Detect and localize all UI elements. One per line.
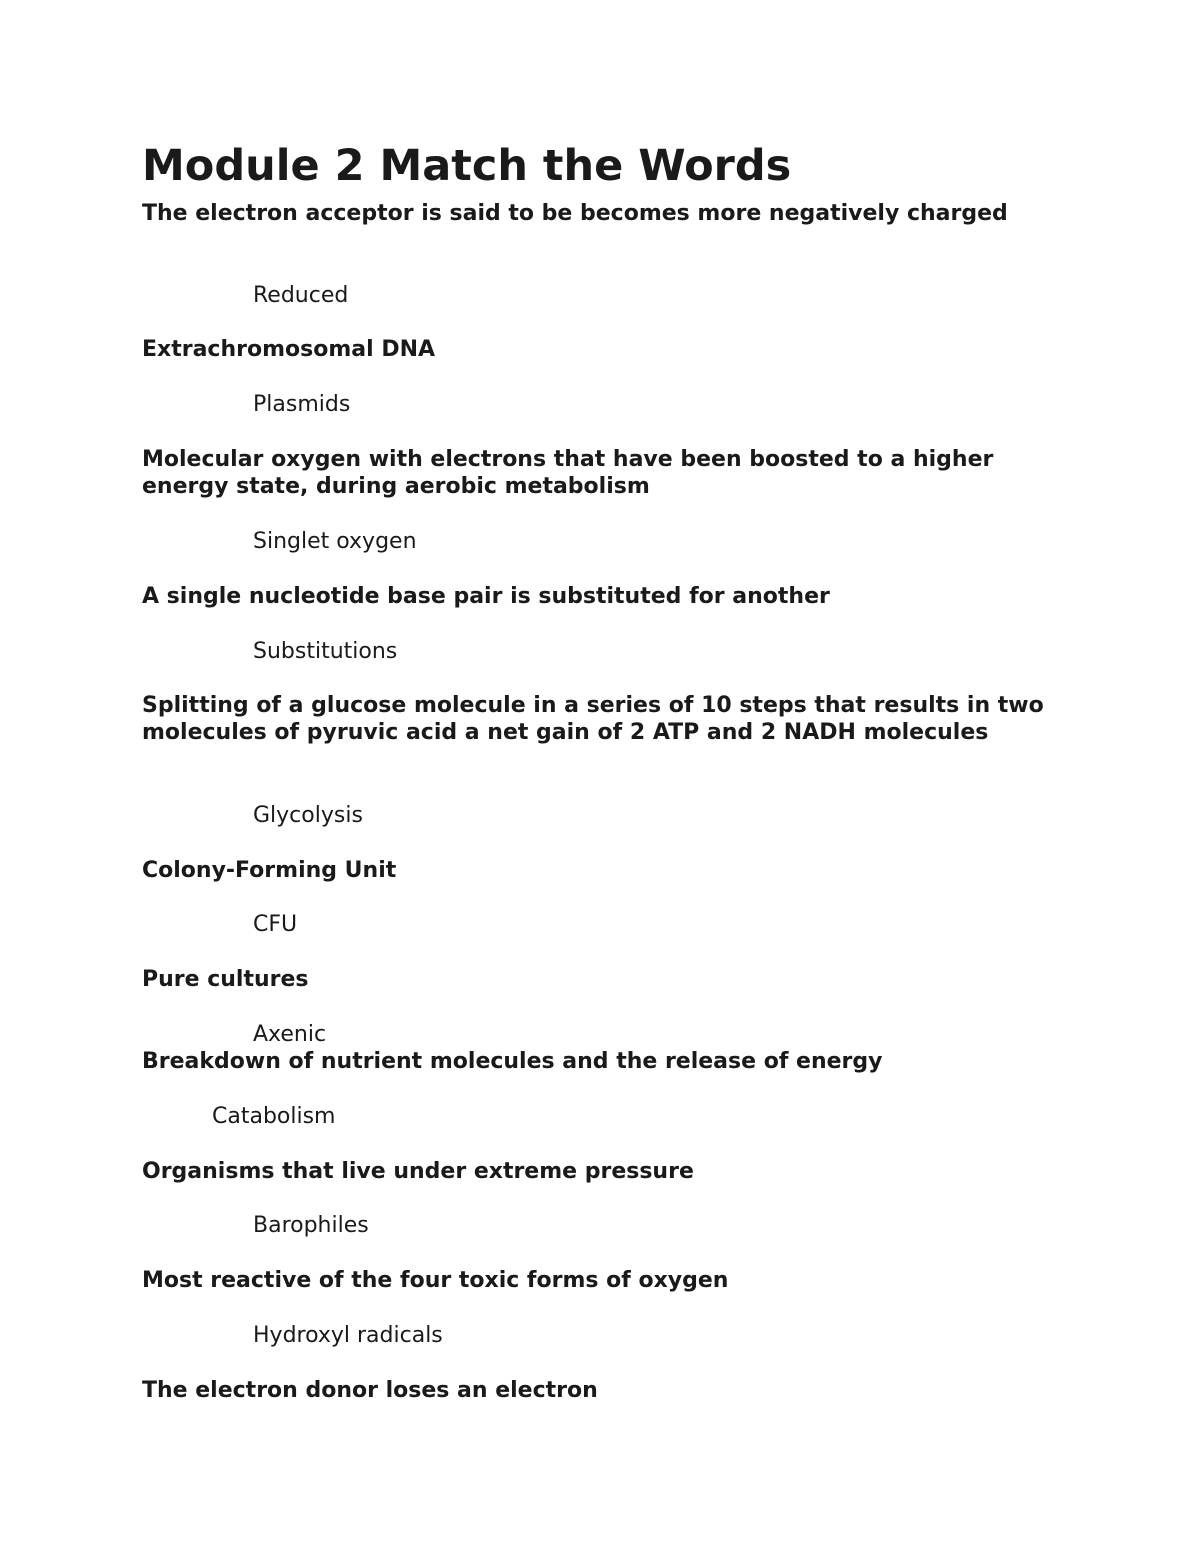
term-7: Pure cultures xyxy=(142,967,309,992)
term-9: Organisms that live under extreme pressure xyxy=(142,1159,694,1184)
term-5: Splitting of a glucose molecule in a series of 10 steps that results in two molecules of pyruvic acid a net gain of 2 ATP and 2 NADH molecules xyxy=(142,693,1044,745)
answer-5: Glycolysis xyxy=(253,803,363,828)
answer-7: Axenic xyxy=(253,1022,327,1047)
answer-6: CFU xyxy=(253,912,298,937)
term-10: Most reactive of the four toxic forms of oxygen xyxy=(142,1268,729,1293)
term-1: The electron acceptor is said to be becomes more negatively charged xyxy=(142,201,1008,226)
term-6: Colony-Forming Unit xyxy=(142,858,397,883)
page-title: Module 2 Match the Words xyxy=(142,141,792,191)
term-11: The electron donor loses an electron xyxy=(142,1378,598,1403)
answer-9: Barophiles xyxy=(253,1213,369,1238)
term-2: Extrachromosomal DNA xyxy=(142,337,436,362)
answer-10: Hydroxyl radicals xyxy=(253,1323,443,1348)
answer-8: Catabolism xyxy=(212,1104,336,1129)
term-8: Breakdown of nutrient molecules and the release of energy xyxy=(142,1049,883,1074)
term-3: Molecular oxygen with electrons that have been boosted to a higher energy state, during aerobic metabolism xyxy=(142,447,994,499)
term-4: A single nucleotide base pair is substituted for another xyxy=(142,584,830,609)
answer-4: Substitutions xyxy=(253,639,398,664)
answer-1: Reduced xyxy=(253,283,349,308)
answer-3: Singlet oxygen xyxy=(253,529,417,554)
answer-2: Plasmids xyxy=(253,392,351,417)
